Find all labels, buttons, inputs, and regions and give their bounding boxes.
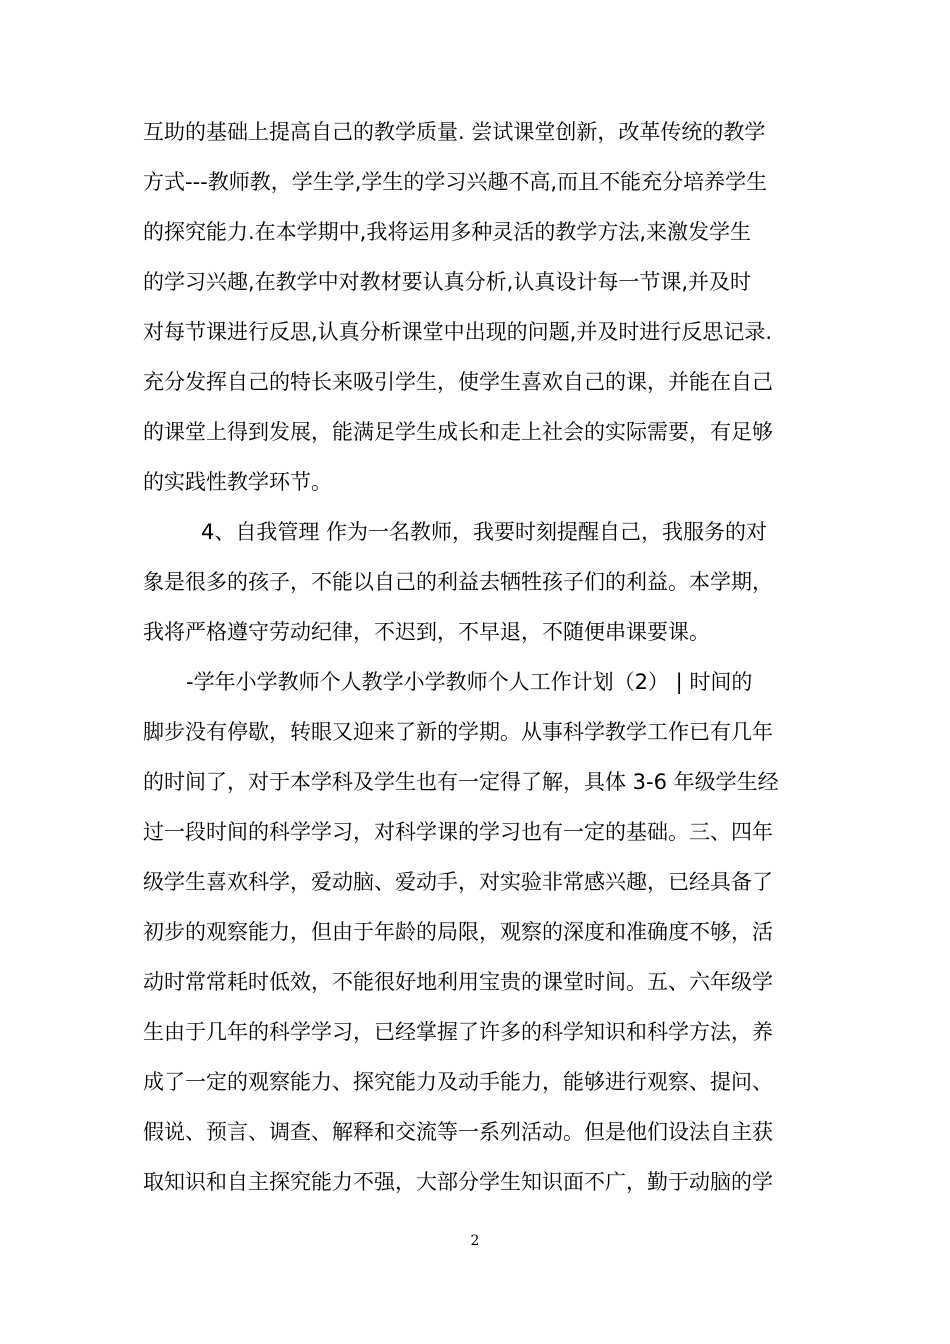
text-line: 的探究能力.在本学期中,我将运用多种灵活的教学方法,来激发学生 (143, 220, 752, 244)
text-line: 充分发挥自己的特长来吸引学生，使学生喜欢自己的课，并能在自己 (143, 370, 773, 394)
text-line: 的时间了，对于本学科及学生也有一定得了解，具体 3-6 年级学生经 (143, 770, 779, 794)
text-line: 取知识和自主探究能力不强，大部分学生知识面不广，勤于动脑的学 (143, 1170, 773, 1194)
text-line: 4、自我管理 作为一名教师，我要时刻提醒自己，我服务的对 (201, 520, 768, 544)
text-line: 的实践性教学环节。 (143, 470, 332, 494)
text-line: 互助的基础上提高自己的教学质量. 尝试课堂创新，改革传统的教学 (143, 120, 766, 144)
text-line: 级学生喜欢科学，爱动脑、爱动手，对实验非常感兴趣，已经具备了 (143, 870, 773, 894)
text-line: 对每节课进行反思,认真分析课堂中出现的问题,并及时进行反思记录. (143, 320, 773, 344)
text-line: 成了一定的观察能力、探究能力及动手能力，能够进行观察、提问、 (143, 1070, 773, 1094)
text-line: 我将严格遵守劳动纪律，不迟到，不早退，不随便串课要课。 (143, 620, 710, 644)
text-line: 象是很多的孩子，不能以自己的利益去牺牲孩子们的利益。本学期， (143, 570, 773, 594)
text-line: 的课堂上得到发展，能满足学生成长和走上社会的实际需要，有足够 (143, 420, 773, 444)
text-line: 的学习兴趣,在教学中对教材要认真分析,认真设计每一节课,并及时 (143, 270, 752, 294)
text-line: 初步的观察能力，但由于年龄的局限，观察的深度和准确度不够，活 (143, 920, 773, 944)
text-line: 脚步没有停歇，转眼又迎来了新的学期。从事科学教学工作已有几年 (143, 720, 773, 744)
text-line: 方式---教师教，学生学,学生的学习兴趣不高,而且不能充分培养学生 (143, 170, 768, 194)
text-line: 过一段时间的科学学习，对科学课的学习也有一定的基础。三、四年 (143, 820, 773, 844)
page-number: 2 (470, 1233, 480, 1249)
text-line: -学年小学教师个人教学小学教师个人工作计划（2） | 时间的 (186, 670, 753, 694)
text-line: 动时常常耗时低效，不能很好地利用宝贵的课堂时间。五、六年级学 (143, 970, 773, 994)
text-line: 假说、预言、调查、解释和交流等一系列活动。但是他们设法自主获 (143, 1120, 773, 1144)
text-line: 生由于几年的科学学习，已经掌握了许多的科学知识和科学方法，养 (143, 1020, 773, 1044)
